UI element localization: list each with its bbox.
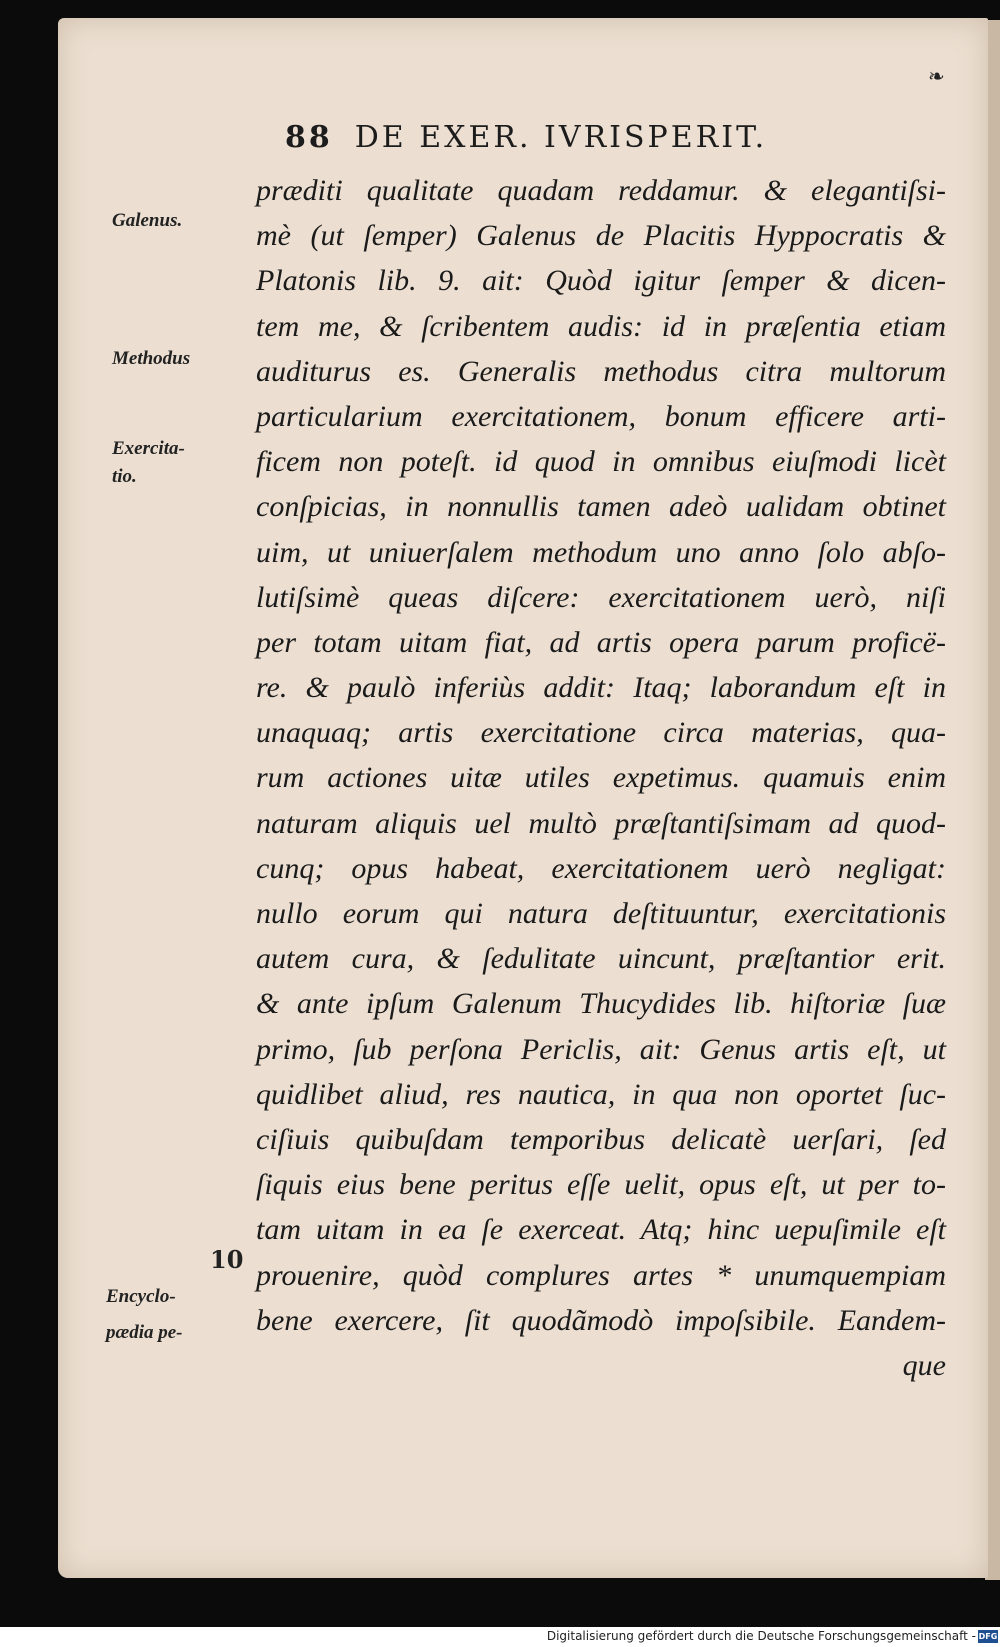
text-line: præditi qualitate quadam reddamur. & elegantiſsi- xyxy=(256,174,946,207)
text-line: uim, ut uniuerſalem methodum uno anno ſolo abſo- xyxy=(256,535,946,569)
text-line: quidlibet aliud, res nautica, in qua non oportet ſuc- xyxy=(256,1077,946,1111)
dfg-logo-icon: DFG xyxy=(978,1632,998,1641)
text-line: ficem non poteſt. id quod in omnibus eiuſmodi licèt xyxy=(256,445,946,479)
text-line: autem cura, & ſedulitate uincunt, præſtantior erit. xyxy=(256,942,946,976)
text-line: tam uitam in ea ſe exerceat. Atq; hinc uериſimile eſt xyxy=(256,1213,946,1247)
text-line: tem me, & ſcribentem audis: id in præſentia etiam xyxy=(256,309,946,343)
text-line: particularium exercitationem, bonum efficere arti- xyxy=(256,399,946,433)
text-line: ciſiuis quibuſdam temporibus delicatè uerſari, ſed xyxy=(256,1122,946,1156)
catchword: que xyxy=(902,1348,946,1382)
running-head xyxy=(285,120,767,155)
text-line: conſpicias, in nonnullis tamen adeò ualidam obtinet xyxy=(256,490,946,524)
margin-note-encyclopaedia: Encyclo- xyxy=(106,1286,176,1307)
text-line: ſiquis eius bene peritus eſſe uelit, opus eſt, ut per to- xyxy=(256,1168,946,1202)
fleuron-ornament: ❧ xyxy=(928,64,945,88)
text-line: prouenire, quòd complures artes * unumquempiam xyxy=(256,1258,946,1292)
funding-notice: Digitalisierung gefördert durch die Deutsche Forschungsgemeinschaft - xyxy=(546,1629,976,1643)
margin-note-exercitatio: Exercita- xyxy=(112,438,185,459)
text-line: re. & paulò inferiùs addit: Itaq; laborandum eſt in xyxy=(256,671,946,705)
margin-note-galenus: Galenus. xyxy=(112,210,183,231)
text-line: primo, ſub perſona Periclis, ait: Genus artis eſt, ut xyxy=(256,1032,946,1066)
running-head-title: DE EXER. IVRISPERIT. xyxy=(354,120,768,155)
signature-mark: 10 xyxy=(210,1245,244,1274)
text-line: mè (ut ſemper) Galenus de Placitis Hyppocratis & xyxy=(256,219,946,253)
footer-bar xyxy=(0,1627,1000,1647)
text-line: Platonis lib. 9. ait: Quòd igitur ſemper & dicen- xyxy=(256,264,946,298)
body-text xyxy=(256,168,946,1388)
text-line: bene exercere, ſit quodãmodò impoſsibile. Eandem- xyxy=(256,1303,946,1337)
page-number: 88 xyxy=(285,120,333,155)
margin-note-methodus: Methodus xyxy=(112,348,191,369)
text-line: naturam aliquis uel multò præſtantiſsimam ad quod- xyxy=(256,806,946,840)
text-line: auditurus es. Generalis methodus citra multorum xyxy=(256,354,946,388)
margin-note-exercitatio-cont: tio. xyxy=(112,466,137,487)
text-line: lutiſsimè queas diſcere: exercitationem uerò, niſi xyxy=(256,580,946,614)
text-line: per totam uitam fiat, ad artis opera parum proficë- xyxy=(256,625,946,659)
text-line: rum actiones uitæ utiles expetimus. quamuis enim xyxy=(256,761,946,795)
text-line: unaquaq; artis exercitatione circa materias, qua- xyxy=(256,716,946,750)
text-line: nullo eorum qui natura deſtituuntur, exercitationis xyxy=(256,897,946,930)
text-line: cunq; opus habeat, exercitationem uerò negligat: xyxy=(256,851,946,885)
text-line: & ante ipſum Galenum Thucydides lib. hiſtoriæ ſuæ xyxy=(256,987,946,1021)
margin-note-encyclopaedia-cont: pædia pe- xyxy=(106,1322,183,1343)
